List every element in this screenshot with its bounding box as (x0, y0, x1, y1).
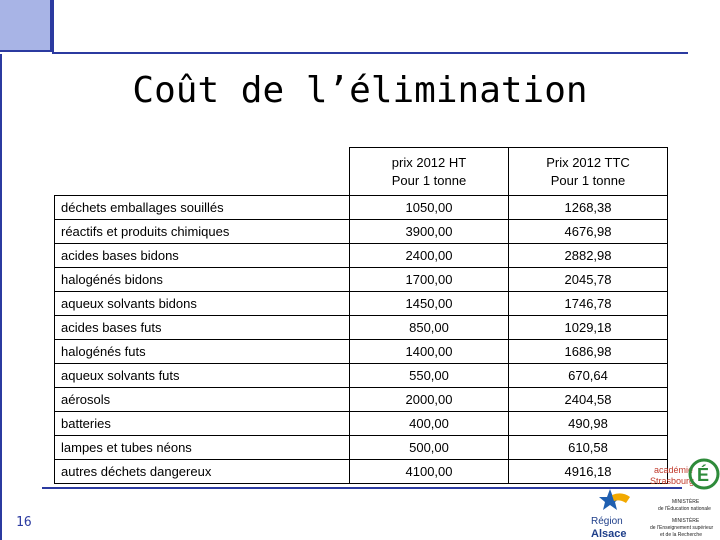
row-ht-value: 400,00 (350, 412, 509, 436)
row-label: aqueux solvants bidons (55, 292, 350, 316)
header-ttc-line2: Pour 1 tonne (550, 172, 626, 188)
row-label: lampes et tubes néons (55, 436, 350, 460)
row-ht-value: 500,00 (350, 436, 509, 460)
region-line1: Région (591, 516, 623, 527)
table-row (55, 340, 668, 364)
slide-title: Coût de l’élimination (132, 70, 588, 111)
row-ht-value: 3900,00 (350, 220, 509, 244)
table-row (55, 292, 668, 316)
row-ttc-value: 2045,78 (509, 268, 668, 292)
corner-decoration (0, 0, 52, 52)
row-ht-value: 4100,00 (350, 460, 509, 484)
academie-line1: académie (654, 465, 694, 475)
academie-line2: Strasbourg (650, 476, 695, 486)
row-label: autres déchets dangereux (55, 460, 350, 484)
row-ttc-value: 1029,18 (509, 316, 668, 340)
table-row (55, 436, 668, 460)
row-label: acides bases futs (55, 316, 350, 340)
row-ht-value: 2400,00 (350, 244, 509, 268)
row-ttc-value: 490,98 (509, 412, 668, 436)
row-label: aqueux solvants futs (55, 364, 350, 388)
ministere2-line3: et de la Recherche (660, 532, 702, 538)
table-row (55, 196, 668, 220)
header-ttc-line1: Prix 2012 TTC (546, 154, 630, 170)
row-ht-value: 550,00 (350, 364, 509, 388)
side-vertical-rule (0, 54, 2, 540)
ministere1-line2: de l'Éducation nationale (658, 506, 711, 512)
ministere-recherche-logo (650, 517, 714, 538)
cost-table (54, 147, 668, 484)
row-ht-value: 2000,00 (350, 388, 509, 412)
table-row (55, 412, 668, 436)
ministere1-line1: MINISTÈRE (672, 499, 700, 505)
row-ht-value: 850,00 (350, 316, 509, 340)
row-ttc-value: 610,58 (509, 436, 668, 460)
table-header-row (55, 148, 668, 196)
row-ht-value: 1700,00 (350, 268, 509, 292)
table-row (55, 316, 668, 340)
row-ttc-value: 670,64 (509, 364, 668, 388)
row-label: halogénés futs (55, 340, 350, 364)
page-number: 16 (16, 515, 32, 530)
row-label: batteries (55, 412, 350, 436)
row-ttc-value: 4916,18 (509, 460, 668, 484)
row-ht-value: 1050,00 (350, 196, 509, 220)
row-ttc-value: 1746,78 (509, 292, 668, 316)
row-ht-value: 1400,00 (350, 340, 509, 364)
row-label: halogénés bidons (55, 268, 350, 292)
header-vertical-rule (52, 0, 54, 54)
row-ttc-value: 4676,98 (509, 220, 668, 244)
row-label: réactifs et produits chimiques (55, 220, 350, 244)
row-ttc-value: 1686,98 (509, 340, 668, 364)
ministere2-line1: MINISTÈRE (672, 518, 700, 524)
table-row (55, 244, 668, 268)
table-row (55, 460, 668, 484)
table-row (55, 268, 668, 292)
row-ht-value: 1450,00 (350, 292, 509, 316)
ministere-education-logo (658, 498, 711, 512)
table-row (55, 220, 668, 244)
row-ttc-value: 2404,58 (509, 388, 668, 412)
header-horizontal-rule (52, 52, 688, 54)
academie-letter: É (697, 465, 710, 485)
header-ht-line2: Pour 1 tonne (391, 172, 467, 188)
row-label: acides bases bidons (55, 244, 350, 268)
table-row (55, 364, 668, 388)
table-body (55, 196, 668, 484)
table-row (55, 388, 668, 412)
header-ttc (509, 148, 668, 196)
region-alsace-logo (591, 489, 630, 540)
academie-logo (650, 460, 718, 488)
header-empty-cell (55, 148, 350, 196)
header-ht-line1: prix 2012 HT (391, 154, 467, 170)
footer-rule (42, 487, 682, 489)
row-ttc-value: 1268,38 (509, 196, 668, 220)
row-label: aérosols (55, 388, 350, 412)
header-ht (350, 148, 509, 196)
institutional-logos (588, 447, 720, 540)
ministere2-line2: de l'Enseignement supérieur (650, 525, 714, 531)
region-line2: Alsace (591, 528, 627, 540)
row-label: déchets emballages souillés (55, 196, 350, 220)
row-ttc-value: 2882,98 (509, 244, 668, 268)
